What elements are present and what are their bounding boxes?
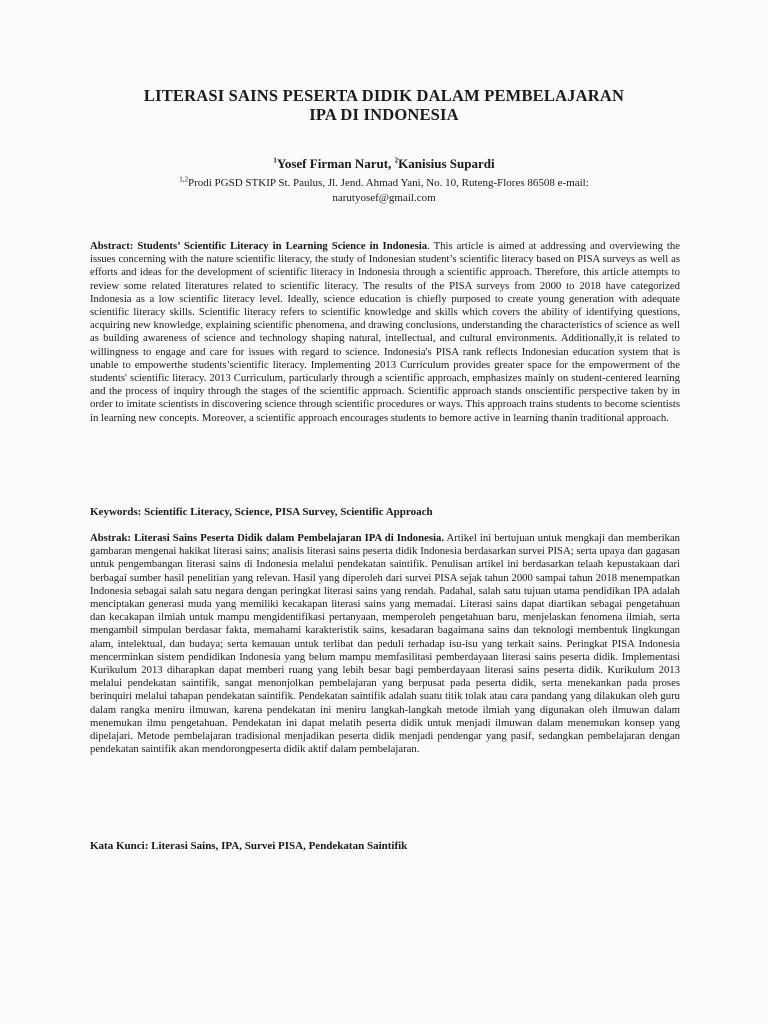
- author-1-name: Yosef Firman Narut,: [276, 156, 395, 171]
- abstract-english-heading: Abstract: Students’ Scientific Literacy in Learning Science in Indonesia: [90, 240, 428, 252]
- author-line: [90, 156, 678, 172]
- abstract-indonesian: [90, 532, 680, 756]
- keywords-indonesian: Kata Kunci: Literasi Sains, IPA, Survei PISA, Pendekatan Saintifik: [90, 840, 408, 852]
- paper-title-line-2: IPA DI INDONESIA: [309, 105, 459, 124]
- author-1-superscript: 1: [273, 156, 277, 165]
- paper-title-line-1: LITERASI SAINS PESERTA DIDIK DALAM PEMBELAJARAN: [143, 86, 625, 105]
- keywords-english: Keywords: Scientific Literacy, Science, PISA Survey, Scientific Approach: [90, 506, 433, 518]
- author-2-superscript: 2: [394, 156, 399, 165]
- abstract-english-body: . This article is aimed at addressing and overviewing the issues concerning with the nature scientific literacy, the study of Indonesian student’s scientific literacy based on PISA surveys as well as efforts and ideas for the development of scientific literacy in Indonesia through a scientific approach. Therefore, this article attempts to review some related literatures related to scientific literacy. The results of the PISA surveys from 2000 to 2018 have categorized Indonesia as a low scientific literacy level. Ideally, science education is chiefly purposed to create young generation with adequate scientific literacy skills. Scientific literacy refers to scientific knowledge and skills which covers the ability of identifying questions, acquiring new knowledge, explaining scientific phenomena, and drawing conclusions, understanding the characteristics of science as well as building awareness of science and technology shaping natural, intellectual, and cultural environments. Additionally,it is related to willingness to engage and care for issues with regard to science. Indonesia's PISA rank reflects Indonesian education system that is unable to empowerthe students’scientific literacy. Implementing 2013 Curriculum provides greater space for the empowerment of the students' scientific literacy. 2013 Curriculum, particularly through a scientific approach, emphasizes mainly on student-centered learning and the process of inquiry through the stages of the scientific approach. Scientific approach stands onscientific perspective taken by in order to imitate scientists in discovering science through scientific procedures or ways. This approach trains students to become scientists in learning new concepts. Moreover, a scientific approach encourages students to bemore active in learning thanin traditional approach.: [90, 240, 680, 424]
- author-email: narutyosef@gmail.com: [332, 192, 436, 204]
- abstract-indonesian-body: Artikel ini bertujuan untuk mengkaji dan memberikan gambaran mengenai hakikat literasi sains; analisis literasi sains peserta didik Indonesia berdasarkan survei PISA; serta upaya dan gagasan untuk pengembangan literasi sains di Indonesia melalui pendekatan saintifik. Penulisan artikel ini berdasarkan telaah kepustakaan dari berbagai sumber hasil penelitian yang relevan. Hasil yang diperoleh dari survei PISA sejak tahun 2000 sampai tahun 2018 menempatkan Indonesia sebagai salah satu negara dengan peringkat literasi sains yang rendah. Padahal, salah satu tujuan utama pendidikan IPA adalah menciptakan generasi muda yang memiliki kecakapan literasi sains yang memadai. Literasi sains dapat diartikan sebagai pengetahuan dan kecakapan ilmiah untuk mampu mengidentifikasi pertanyaan, memperoleh pengetahuan baru, menjelaskan fenomena ilmiah, serta mengambil simpulan berdasar fakta, memahami karakteristik sains, kesadaran bagaimana sains dan teknologi membentuk lingkungan alam, intelektual, dan budaya; serta kemauan untuk terlibat dan peduli terhadap isu-isu yang terkait sains. Peringkat PISA Indonesia mencerminkan sistem pendidikan Indonesia yang belum mampu memfasilitasi pemberdayaan literasi sains peserta didik. Implementasi Kurikulum 2013 diharapkan dapat memberi ruang yang lebih besar bagi pemberdayaan literasi sains peserta didik. Kurikulum 2013 melalui pendekatan saintifik, sangat menonjolkan pembelajaran yang berpusat pada peserta didik, serta menekankan pada proses berinquiri melalui tahapan pendekatan saintifik. Pendekatan saintifik adalah suatu titik tolak atau cara pandang yang dilakukan oleh guru dalam rangka meniru ilmuwan, karena pendekatan ini meniru langkah-langkah metode ilmiah yang digunakan oleh ilmuwan dalam menemukan ilmu pengetahuan. Pendekatan ini dapat melatih peserta didik untuk menjadi ilmuwan dalam menemukan konsep yang dipelajari. Metode pembelajaran tradisional menjadikan peserta didik menjadi pendengar yang pasif, sedangkan pembelajaran dengan pendekatan saintifik akan mendorongpeserta didik aktif dalam pembelajaran.: [90, 532, 680, 756]
- abstract-english: [90, 240, 680, 425]
- abstract-indonesian-heading: Abstrak: Literasi Sains Peserta Didik dalam Pembelajaran IPA di Indonesia.: [90, 532, 444, 544]
- affiliation-superscript: 1,2: [179, 175, 188, 184]
- affiliation-text: Prodi PGSD STKIP St. Paulus, Jl. Jend. Ahmad Yani, No. 10, Ruteng-Flores 86508 e-mail:: [187, 177, 589, 189]
- paper-title: [90, 86, 678, 124]
- author-2-name: Kanisius Supardi: [398, 156, 495, 171]
- affiliation: [130, 176, 638, 206]
